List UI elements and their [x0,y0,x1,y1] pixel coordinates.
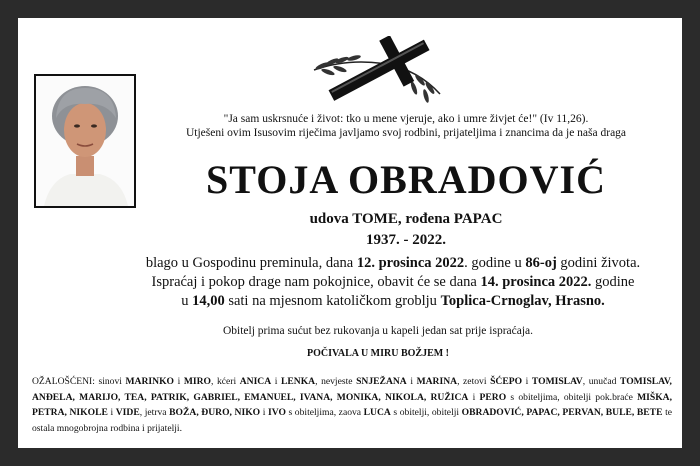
rest-in-peace: POČIVALA U MIRU BOŽJEM ! [306,348,450,359]
mourners-list: OŽALOŠĆENI: sinovi MARINKO i MIRO, kćeri ANICA i LENKA, nevjeste SNJEŽANA i MARINA, zetovi ŠĆEPO i TOMISLAV, unučad TOMISLAV, ANĐELA, MARIJO, TEA, PATRIK, GABRIEL, EMANUEL, IVANA, MONIKA, NIKOLA, RUŽICA i PERO s obiteljima, obitelji pok.braće MIŠKA, PETRA, NIKOLE i VIDE, jetrva BOŽA, ĐURO, NIKO i IVO s obiteljima, zaova LUCA s obitelji, obitelji OBRADOVIĆ, PAPAC, PERVAN, BULE, BETE te ostala mnogobrojna rodbina i prijatelji. [32,376,673,434]
quote-line: "Ja sam uskrsnuće i život: tko u mene vjeruje, ako i umre živjet će!" (Iv 11,26). [223,113,589,125]
funeral-details [108,254,678,311]
deceased-name: STOJA OBRADOVIĆ [206,157,606,202]
bible-quote [136,112,676,140]
life-years: 1937. - 2022. [366,232,446,248]
deceased-subtitle: udova TOME, rođena PAPAC [309,211,503,227]
portrait-photo [34,74,136,208]
death-line: blago u Gospodinu preminula, dana 12. prosinca 2022. godine u 86-oj godini života. [145,255,641,271]
announcement-line: Utješeni ovim Isusovim riječima javljamo svoj rodbini, prijateljima i znancima da je naša draga [185,127,627,139]
obituary-card [18,18,682,448]
funeral-place-line: u 14,00 sati na mjesnom katoličkom groblju Toplica-Crnoglav, Hrasno. [181,293,605,309]
condolence-note: Obitelj prima sućut bez rukovanja u kapeli jedan sat prije ispraćaja. [222,325,534,337]
funeral-date-line: Ispraćaj i pokop drage nam pokojnice, obavit će se dana 14. prosinca 2022. godine [151,274,635,290]
cross-icon [308,36,448,104]
